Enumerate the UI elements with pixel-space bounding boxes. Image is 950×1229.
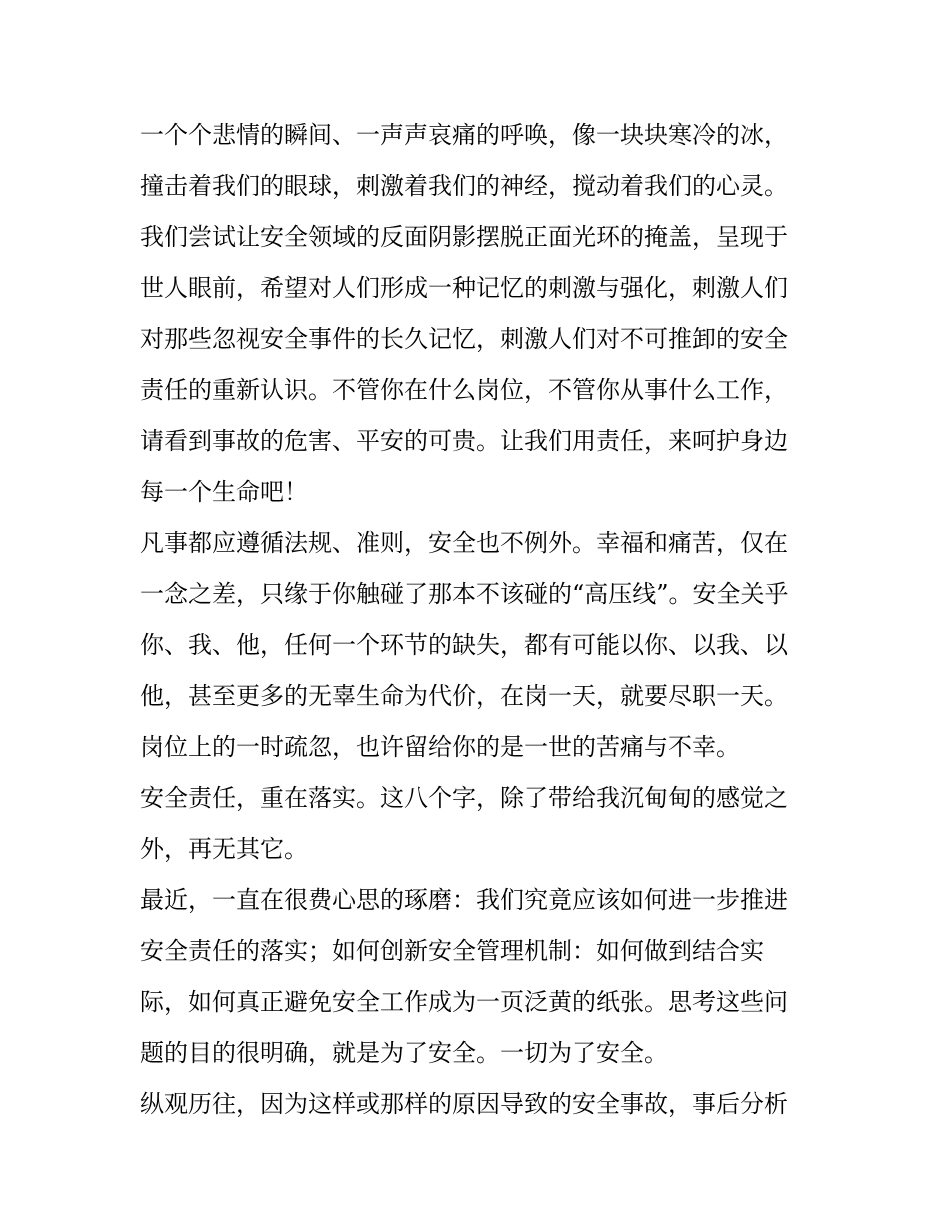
paragraph-5: [140, 1079, 812, 1130]
text-line: 一个个悲情的瞬间、一声声哀痛的呼唤，像一块块寒冷的冰，: [140, 121, 788, 149]
text-line: 一念之差，只缘于你触碰了那本不该碰的“高压线”。安全关乎: [140, 580, 789, 608]
text-line: 对那些忽视安全事件的长久记忆，刺激人们对不可推卸的安全: [140, 325, 788, 353]
paragraph-2: [140, 518, 812, 773]
text-line: 最近，一直在很费心思的琢磨：我们究竟应该如何进一步推进: [140, 886, 788, 914]
text-line: 安全责任的落实；如何创新安全管理机制：如何做到结合实: [140, 937, 764, 965]
text-line: 安全责任，重在落实。这八个字，除了带给我沉甸甸的感觉之: [140, 784, 788, 812]
text-line: 凡事都应遵循法规、准则，安全也不例外。幸福和痛苦，仅在: [140, 529, 788, 557]
text-line: 责任的重新认识。不管你在什么岗位，不管你从事什么工作，: [140, 376, 788, 404]
text-line: 请看到事故的危害、平安的可贵。让我们用责任，来呵护身边: [140, 427, 788, 455]
text-line: 世人眼前，希望对人们形成一种记忆的刺激与强化，刺激人们: [140, 274, 788, 302]
text-line: 我们尝试让安全领域的反面阴影摆脱正面光环的掩盖，呈现于: [140, 223, 788, 251]
text-line: 岗位上的一时疏忽，也许留给你的是一世的苦痛与不幸。: [140, 733, 740, 761]
paragraph-1: [140, 110, 812, 518]
text-line: 撞击着我们的眼球，刺激着我们的神经，搅动着我们的心灵。: [140, 172, 788, 200]
text-line: 外，再无其它。: [140, 835, 308, 863]
paragraph-3: [140, 773, 812, 875]
text-line: 纵观历往，因为这样或那样的原因导致的安全事故，事后分析: [140, 1090, 788, 1118]
text-line: 题的目的很明确，就是为了安全。一切为了安全。: [140, 1039, 668, 1067]
text-line: 你、我、他，任何一个环节的缺失，都有可能以你、以我、以: [140, 631, 788, 659]
text-line: 每一个生命吧！: [140, 478, 308, 506]
paragraph-4: [140, 875, 812, 1079]
text-line: 际，如何真正避免安全工作成为一页泛黄的纸张。思考这些问: [140, 988, 788, 1016]
document-body: [140, 110, 812, 1130]
text-line: 他，甚至更多的无辜生命为代价，在岗一天，就要尽职一天。: [140, 682, 788, 710]
